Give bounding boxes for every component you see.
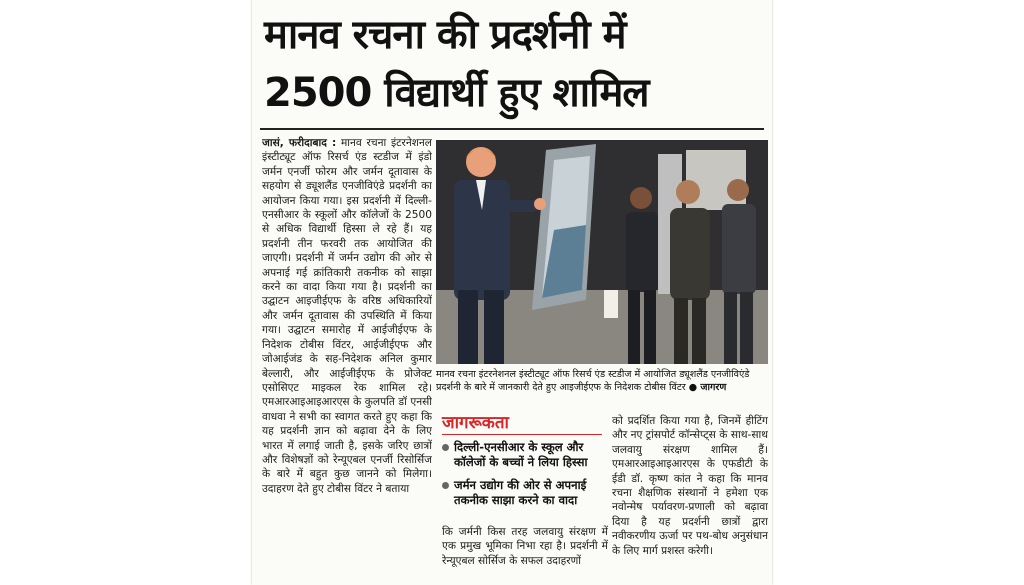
article-body-left [262, 136, 432, 581]
bullet-dot-icon [442, 444, 449, 451]
bullet-dot-icon [442, 482, 449, 489]
headline-line-1: मानव रचना की प्रदर्शनी में [264, 12, 626, 58]
highlight-bullet [442, 478, 608, 508]
highlight-bullet [442, 440, 608, 470]
highlight-bullet-text: जर्मन उद्योग की ओर से अपनाई तकनीक साझा करने का वादा [454, 478, 587, 507]
article-body-right: को प्रदर्शित किया गया है, जिनमें हीटिंग और नए ट्रांसपोर्ट कॉन्सेप्ट्स के साथ-साथ जलवायु संरक्षण शामिल हैं। एमआरआइआइआरएस के एफडीटी के ईडी डॉ. कृष्ण कांत ने कहा कि मानव रचना शैक्षणिक संस्थानों ने हमेशा एक नवोन्मेष पर्यावरण-प्रणाली को बढ़ावा दिया है यह प्रदर्शनी छात्रों द्वारा नवीकरणीय ऊर्जा पर पथ-बोध अनुसंधान के लिए मार्ग प्रशस्त करेगी। [612, 415, 768, 557]
highlight-box-title: जागरूकता [442, 413, 509, 433]
highlight-box-divider [442, 434, 602, 435]
dateline: जासं, फरीदाबाद : [262, 137, 337, 149]
exhibition-photo-illustration [436, 140, 768, 364]
highlight-bullet-text: दिल्ली-एनसीआर के स्कूल और कॉलेजों के बच्चों ने लिया हिस्सा [454, 440, 588, 469]
headline-divider [260, 128, 764, 130]
caption-text: मानव रचना इंटरनेशनल इंस्टीट्यूट ऑफ रिसर्च एंड स्टडीज में आयोजित ड्यूशलैंड एनजीविएंडे प्रदर्शनी के बारे में जानकारी देते हुए आइजीईएफ के निदेशक टोबीस विंटर [436, 369, 750, 393]
headline-line-2: 2500 विद्यार्थी हुए शामिल [264, 70, 649, 116]
photo-caption [436, 368, 768, 394]
headline [264, 6, 764, 122]
newspaper-clipping [252, 0, 772, 585]
photo-credit: ● जागरण [688, 382, 727, 393]
news-photo [436, 140, 768, 364]
article-body-middle: कि जर्मनी किस तरह जलवायु संरक्षण में एक प्रमुख भूमिका निभा रहा है। प्रदर्शनी में रेन्यूएबल सोर्सिज के सफल उदाहरणों [442, 526, 608, 567]
article-text-left: मानव रचना इंटरनेशनल इंस्टीट्यूट ऑफ रिसर्च एंड स्टडीज में इंडो जर्मन एनर्जी फोरम और जर्मन दूतावास के सहयोग से ड्यूशलैंड एनजीविएंडे प्रदर्शनी का आयोजन किया गया। इस प्रदर्शनी में दिल्ली-एनसीआर के स्कूलों और कॉलेजों के 2500 से अधिक विद्यार्थी हिस्सा ले रहे हैं। यह प्रदर्शनी तीन फरवरी तक आयोजित की जाएगी। प्रदर्शनी में जर्मन उद्योग की ओर से अपनाई गई क्रांतिकारी तकनीक को साझा करने का वादा किया गया है। प्रदर्शनी का उद्घाटन आइजीईएफ के वरिष्ठ अधिकारियों और जर्मन दूतावास की उपस्थिति में किया गया। उद्घाटन समारोह में आईजीईएफ के निदेशक टोबीस विंटर, आईजीईएफ और जोआईजंड के सह-निदेशक अनिल कुमार बेल्लारी, और आईजीईएफ के प्रोजेक्ट एसोसिएट माइकल रेक शामिल रहे। एमआरआइआइआरएस के कुलपति डॉ एनसी वाधवा ने सभी का स्वागत करते हुए कहा कि यह प्रदर्शनी ज्ञान को बढ़ावा देने के लिए भारत में लगाई जाती है, इसके जरिए छात्रों और विशेषज्ञों को रेन्यूएबल एनर्जी रिसोर्सिज के बारे में बहुत कुछ जानने को मिलेगा। उदाहरण देते हुए टोबीस विंटर ने बताया [262, 137, 432, 495]
highlight-bullet-list [442, 440, 608, 516]
